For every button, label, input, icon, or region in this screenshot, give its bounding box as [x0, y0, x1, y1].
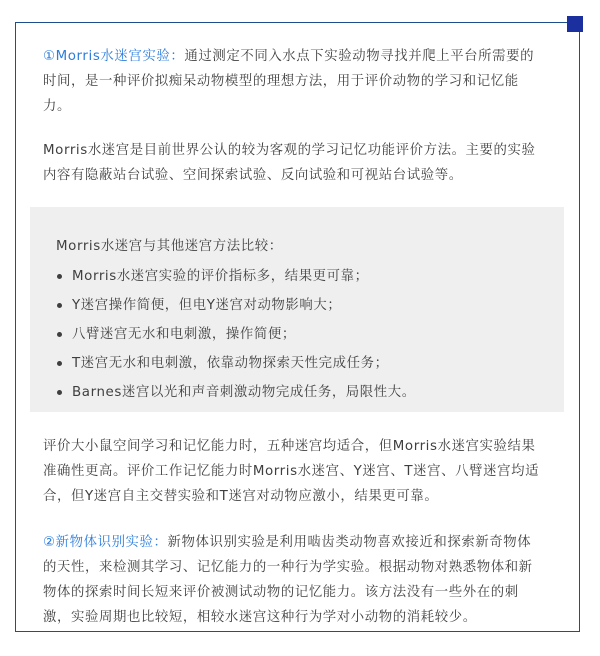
list-item-text: 八臂迷宫无水和电刺激，操作简便； [72, 327, 296, 342]
novel-object-line2: 的天性，来检测其学习、记忆能力的一种行为学实验。根据动物对熟悉物体和新 [43, 560, 533, 575]
evaluation-line1: 评价大小鼠空间学习和记忆能力时，五种迷宫均适合，但Morris水迷宫实验结果 [43, 439, 536, 454]
novel-object-line4: 激，实验周期也比较短，相较水迷宫这种行为学对小动物的消耗较少。 [43, 610, 477, 625]
bullet-dot-icon [57, 274, 62, 279]
evaluation-line2: 准确性更高。评价工作记忆能力时Morris水迷宫、Y迷宫、T迷宫、八臂迷宫均适 [43, 464, 540, 479]
morris-intro-line1: 通过测定不同入水点下实验动物寻找并爬上平台所需要的 [184, 49, 535, 64]
list-item-text: Y迷宫操作简便，但电Y迷宫对动物影响大； [72, 298, 342, 313]
evaluation-line3: 合，但Y迷宫自主交替实验和T迷宫对动物应激小，结果更可靠。 [43, 489, 439, 504]
evaluation-paragraph [43, 434, 557, 509]
bullet-dot-icon [57, 303, 62, 308]
novel-object-paragraph [43, 530, 557, 630]
list-item-text: T迷宫无水和电刺激，依靠动物探索天性完成任务； [72, 356, 389, 371]
list-item-text: Morris水迷宫实验的评价指标多，结果更可靠； [72, 269, 369, 284]
morris-description-line2: 内容有隐蔽站台试验、空间探索试验、反向试验和可视站台试验等。 [43, 168, 463, 183]
list-item [52, 349, 416, 378]
morris-intro-line3: 力。 [43, 99, 71, 114]
novel-object-line3: 物体的探索时间长短来评价被测试动物的记忆能力。该方法没有一些外在的刺 [43, 585, 519, 600]
comparison-list [52, 262, 416, 407]
bullet-dot-icon [57, 361, 62, 366]
list-item [52, 291, 416, 320]
corner-square-decoration [567, 16, 583, 32]
list-item [52, 320, 416, 349]
morris-intro-paragraph [43, 44, 557, 119]
comparison-title: Morris水迷宫与其他迷宫方法比较： [56, 239, 283, 254]
morris-description-line1: Morris水迷宫是目前世界公认的较为客观的学习记忆功能评价方法。主要的实验 [43, 143, 536, 158]
morris-heading: ①Morris水迷宫实验： [43, 49, 185, 64]
bullet-dot-icon [57, 332, 62, 337]
list-item [52, 378, 416, 407]
bullet-dot-icon [57, 390, 62, 395]
morris-intro-line2: 时间，是一种评价拟痴呆动物模型的理想方法，用于评价动物的学习和记忆能 [43, 74, 519, 89]
list-item [52, 262, 416, 291]
comparison-panel [30, 207, 564, 412]
morris-description-paragraph [43, 138, 557, 188]
novel-object-line1: 新物体识别实验是利用啮齿类动物喜欢接近和探索新奇物体 [167, 535, 532, 550]
list-item-text: Barnes迷宫以光和声音刺激动物完成任务，局限性大。 [72, 385, 416, 400]
novel-object-heading: ②新物体识别实验： [43, 535, 168, 550]
